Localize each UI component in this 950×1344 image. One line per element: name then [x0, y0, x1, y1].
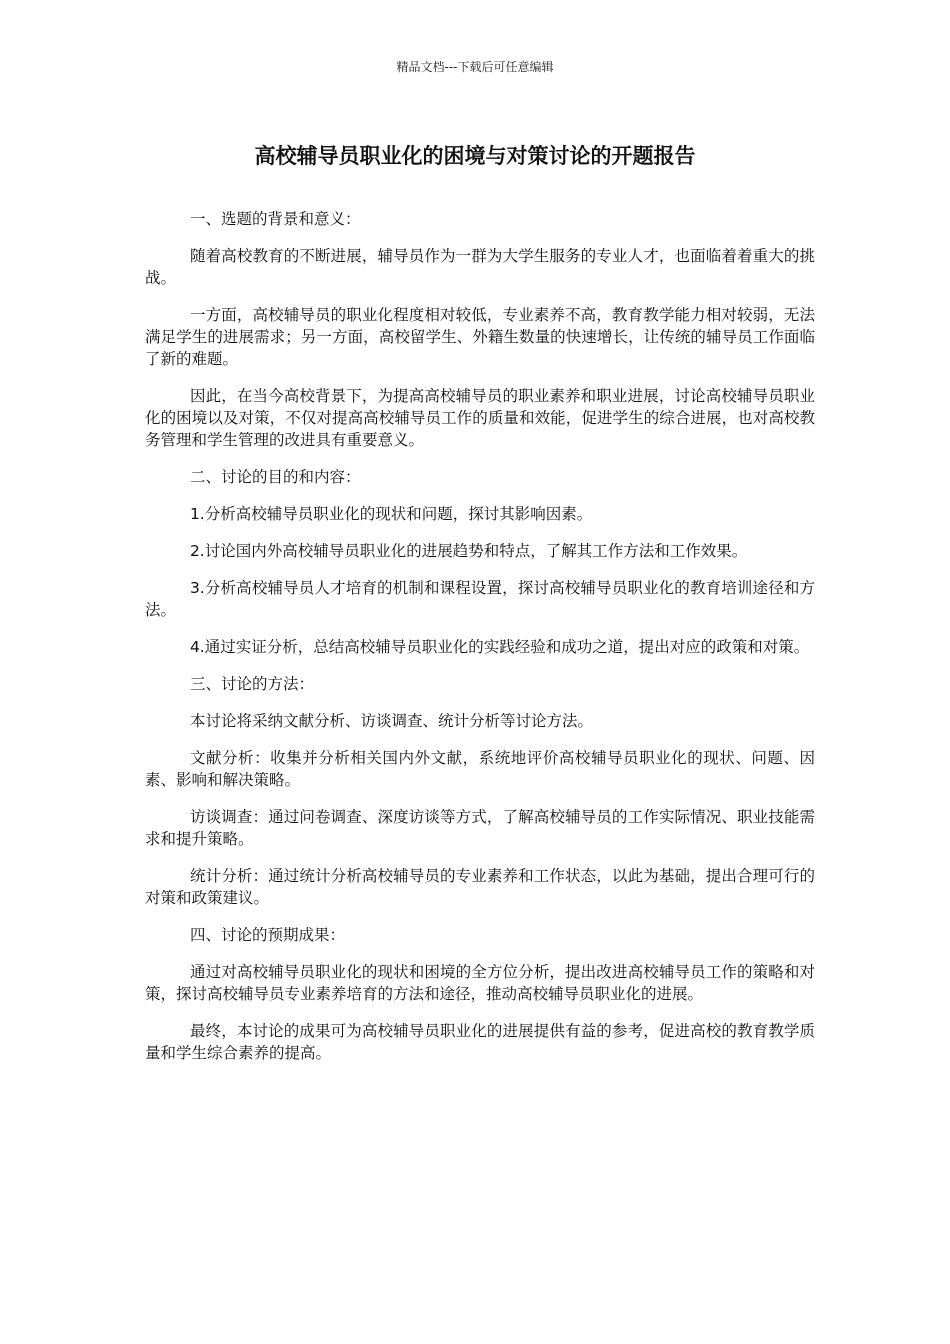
page-header: 精品文档---下载后可任意编辑	[396, 60, 554, 74]
body-paragraph: 随着高校教育的不断进展，辅导员作为一群为大学生服务的专业人才，也面临着着重大的挑战。	[145, 247, 815, 287]
body-paragraph: 通过对高校辅导员职业化的现状和困境的全方位分析，提出改进高校辅导员工作的策略和对策，探讨高校辅导员专业素养培育的方法和途径，推动高校辅导员职业化的进展。	[145, 963, 815, 1003]
list-item: 4.通过实证分析，总结高校辅导员职业化的实践经验和成功之道，提出对应的政策和对策。	[189, 638, 810, 656]
body-paragraph: 文献分析：收集并分析相关国内外文献，系统地评价高校辅导员职业化的现状、问题、因素、影响和解决策略。	[145, 749, 815, 789]
document-body	[145, 208, 815, 1079]
section-heading-methods: 三、讨论的方法：	[189, 675, 314, 693]
list-item: 2.讨论国内外高校辅导员职业化的进展趋势和特点，了解其工作方法和工作效果。	[189, 542, 748, 560]
body-paragraph: 一方面，高校辅导员的职业化程度相对较低，专业素养不高，教育教学能力相对较弱，无法满足学生的进展需求；另一方面，高校留学生、外籍生数量的快速增长，让传统的辅导员工作面临了新的难题。	[145, 306, 815, 368]
body-paragraph: 统计分析：通过统计分析高校辅导员的专业素养和工作状态，以此为基础，提出合理可行的对策和政策建议。	[145, 867, 815, 907]
body-paragraph: 最终，本讨论的成果可为高校辅导员职业化的进展提供有益的参考，促进高校的教育教学质量和学生综合素养的提高。	[145, 1022, 815, 1062]
body-paragraph: 访谈调查：通过问卷调查、深度访谈等方式，了解高校辅导员的工作实际情况、职业技能需求和提升策略。	[145, 808, 815, 848]
section-heading-outcomes: 四、讨论的预期成果：	[189, 926, 345, 944]
list-item: 3.分析高校辅导员人才培育的机制和课程设置，探讨高校辅导员职业化的教育培训途径和方法。	[145, 579, 815, 619]
list-item: 1.分析高校辅导员职业化的现状和问题，探讨其影响因素。	[189, 505, 593, 523]
section-heading-objectives: 二、讨论的目的和内容：	[189, 468, 361, 486]
section-heading-background: 一、选题的背景和意义：	[189, 210, 361, 228]
document-title: 高校辅导员职业化的困境与对策讨论的开题报告	[254, 144, 696, 168]
body-paragraph: 因此，在当今高校背景下，为提高高校辅导员的职业素养和职业进展，讨论高校辅导员职业化的困境以及对策，不仅对提高高校辅导员工作的质量和效能，促进学生的综合进展，也对高校教务管理和学生管理的改进具有重要意义。	[145, 387, 815, 449]
body-paragraph: 本讨论将采纳文献分析、访谈调查、统计分析等讨论方法。	[189, 712, 593, 730]
